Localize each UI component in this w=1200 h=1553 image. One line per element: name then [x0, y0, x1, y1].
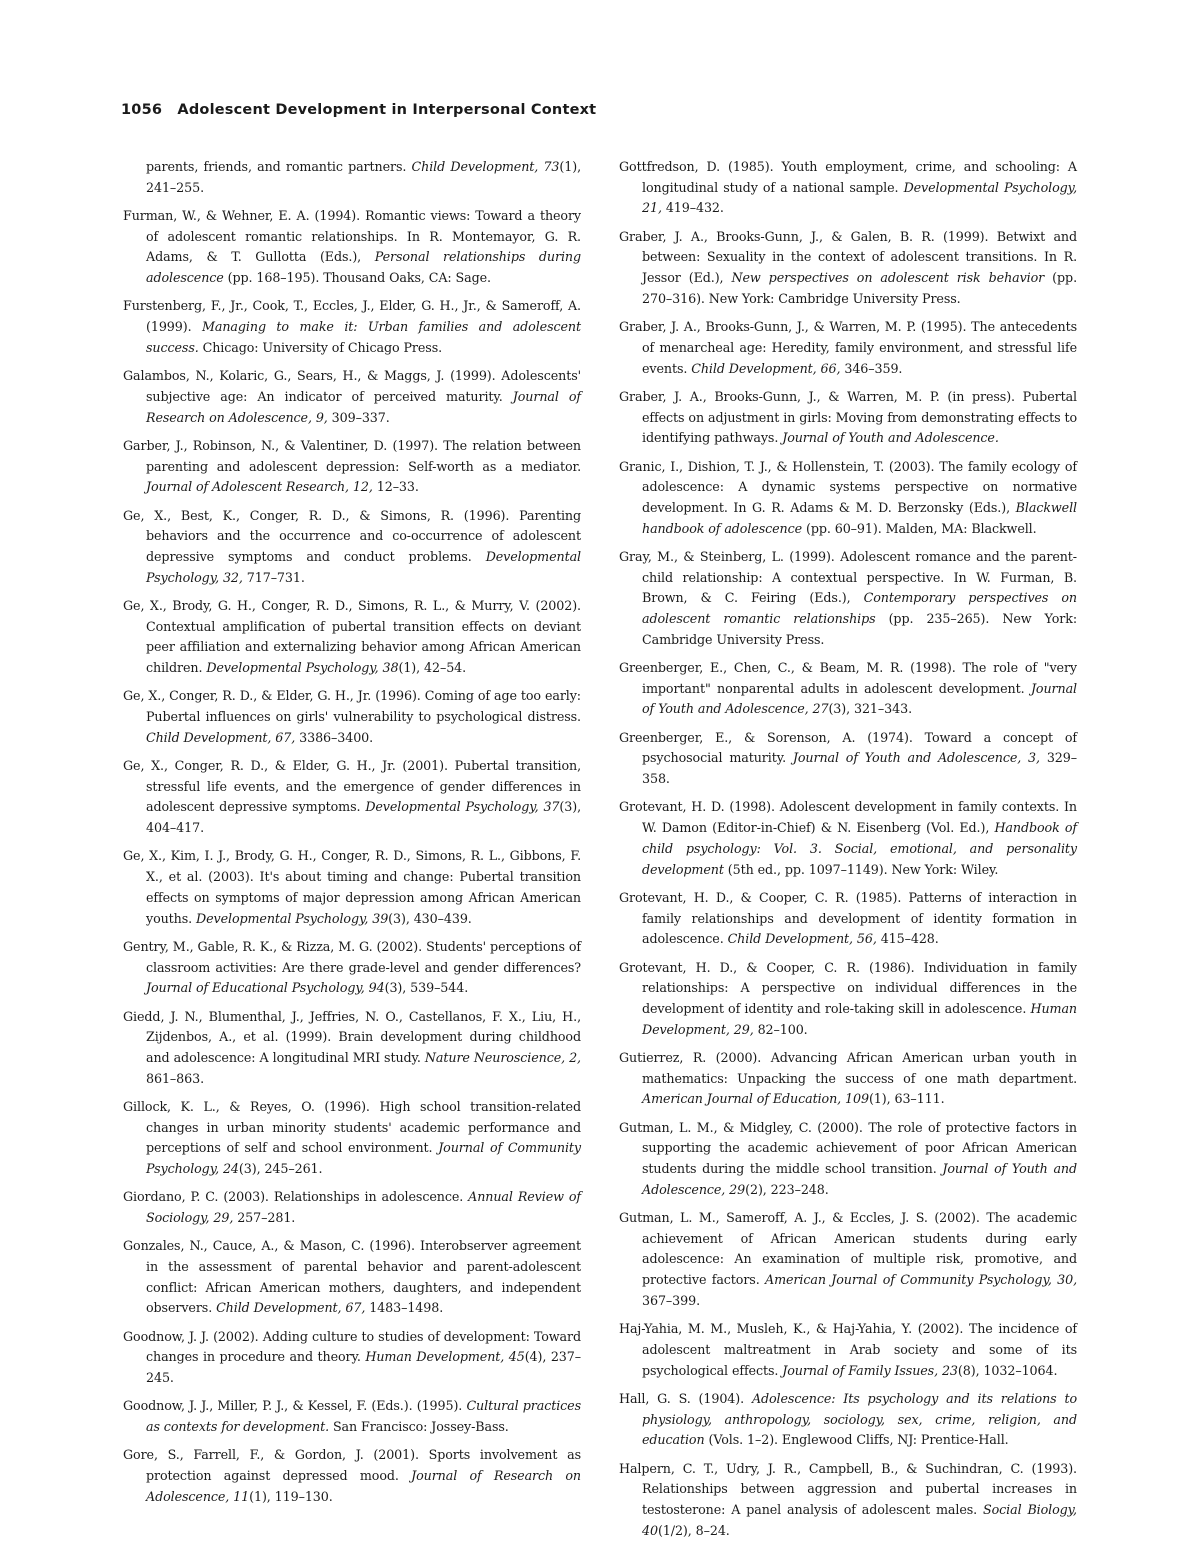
reference-source-title: Journal of Youth and Adolescence, 27 [642, 680, 1077, 717]
reference-entry [619, 317, 1077, 379]
reference-source-title: Journal of Community Psychology, 24 [146, 1140, 582, 1177]
reference-locator: (4), 237–245. [146, 1349, 581, 1386]
reference-source-title: Cultural practices as contexts for development. [146, 1398, 581, 1435]
reference-citation: Ge, X., Kim, I. J., Brody, G. H., Conger, R. D., Simons, R. L., Gibbons, F. X., et al. (2003). It's about timing and change: Pubertal transition effects on symptoms of major depression among African American youths. [123, 848, 581, 926]
reference-source-title: Developmental Psychology, 37 [365, 799, 560, 815]
reference-entry [123, 1396, 581, 1437]
reference-locator: 346–359. [840, 360, 903, 376]
reference-citation: Furman, W., & Wehner, E. A. (1994). Romantic views: Toward a theory of adolescent romantic relationships. In R. Montemayor, G. R. Adams, & T. Gullotta (Eds.), [123, 208, 581, 265]
reference-continuation [123, 157, 581, 198]
reference-entry [123, 846, 581, 929]
reference-citation: Graber, J. A., Brooks-Gunn, J., & Galen, B. R. (1999). Betwixt and between: Sexuality in the context of adolescent transitions. In R. Jessor (Ed.), [619, 228, 1077, 286]
reference-entry [123, 1236, 581, 1319]
reference-locator: (3), 404–417. [146, 799, 581, 836]
reference-entry [123, 686, 581, 748]
reference-citation: Hall, G. S. (1904). [619, 1390, 752, 1406]
reference-entry [123, 1097, 581, 1180]
reference-source-title: American Journal of Education, 109 [642, 1091, 869, 1107]
reference-source-title: Developmental Psychology, 38 [206, 660, 399, 676]
reference-entry [619, 1208, 1077, 1312]
reference-locator: Chicago: University of Chicago Press. [198, 339, 443, 355]
reference-citation: Gutman, L. M., & Midgley, C. (2000). The role of protective factors in supporting the academic achievement of poor African American students during the middle school transition. [619, 1119, 1077, 1177]
reference-locator: (pp. 60–91). Malden, MA: Blackwell. [802, 520, 1037, 536]
reference-locator: (pp. 270–316). New York: Cambridge University Press. [642, 270, 1077, 306]
reference-source-title: Blackwell handbook of adolescence [642, 499, 1077, 536]
reference-locator: 419–432. [661, 200, 724, 216]
reference-source-title: Child Development, 67, [216, 1300, 366, 1316]
reference-locator: 415–428. [876, 931, 939, 947]
reference-source-title: Journal of Research on Adolescence, 9, [146, 388, 581, 425]
reference-entry [123, 366, 581, 428]
reference-source-title: Journal of Youth and Adolescence. [782, 430, 999, 446]
reference-entry [123, 756, 581, 839]
reference-citation: Gillock, K. L., & Reyes, O. (1996). High school transition-related changes in urban minority students' academic performance and perceptions of self and school environment. [123, 1098, 581, 1156]
reference-entry [123, 937, 581, 999]
reference-source-title: Child Development, 67, [146, 729, 296, 745]
reference-source-title: Human Development, 45 [365, 1349, 525, 1365]
reference-citation: Gentry, M., Gable, R. K., & Rizza, M. G. (2002). Students' perceptions of classroom activities: Are there grade-level and gender differences? [123, 938, 581, 975]
reference-locator: 257–281. [233, 1210, 296, 1226]
reference-locator: (1), 119–130. [249, 1488, 333, 1504]
reference-source-title: American Journal of Community Psychology, 30, [765, 1272, 1078, 1288]
reference-citation: Ge, X., Conger, R. D., & Elder, G. H., Jr. (2001). Pubertal transition, stressful life events, and the emergence of gender differences in adolescent depressive symptoms. [123, 758, 581, 815]
reference-entry [123, 436, 581, 498]
reference-source-title: Social Biology, 40 [642, 1501, 1077, 1538]
reference-entry [123, 1327, 581, 1389]
reference-locator: 309–337. [327, 409, 390, 425]
reference-citation: Graber, J. A., Brooks-Gunn, J., & Warren, M. P. (1995). The antecedents of menarcheal age: Heredity, family environment, and stressful life events. [619, 319, 1077, 376]
reference-entry [619, 457, 1077, 540]
reference-entry [619, 1118, 1077, 1201]
reference-entry [123, 1187, 581, 1228]
reference-locator: 3386–3400. [295, 729, 374, 745]
reference-entry [619, 888, 1077, 950]
reference-locator: (3), 321–343. [828, 701, 913, 717]
reference-entry [619, 1389, 1077, 1451]
reference-entry [123, 296, 581, 358]
reference-locator: (pp. 168–195). Thousand Oaks, CA: Sage. [223, 270, 491, 286]
reference-locator: (1), 42–54. [398, 660, 467, 676]
reference-entry [619, 728, 1077, 790]
reference-locator: San Francisco: Jossey-Bass. [329, 1419, 509, 1435]
reference-source-title: Child Development, 56, [727, 931, 877, 947]
reference-citation: Gore, S., Farrell, F., & Gordon, J. (2001). Sports involvement as protection against depressed mood. [123, 1447, 581, 1484]
running-title: Adolescent Development in Interpersonal Context [177, 102, 597, 118]
reference-source-title: New perspectives on adolescent risk behavior [731, 270, 1045, 286]
reference-citation: Giordano, P. C. (2003). Relationships in adolescence. [123, 1189, 469, 1205]
reference-source-title: Personal relationships during adolescence [146, 249, 581, 286]
reference-citation: Furstenberg, F., Jr., Cook, T., Eccles, J., Elder, G. H., Jr., & Sameroff, A. (1999). [123, 298, 581, 335]
reference-locator: (1/2), 8–24. [657, 1522, 730, 1538]
reference-entry [123, 1007, 581, 1090]
reference-entry [619, 1048, 1077, 1110]
reference-citation: Gutman, L. M., Sameroff, A. J., & Eccles, J. S. (2002). The academic achievement of African American students during early adolescence: An examination of multiple risk, promotive, and protective factors. [619, 1210, 1077, 1288]
reference-citation: Garber, J., Robinson, N., & Valentiner, D. (1997). The relation between parenting and adolescent depression: Self-worth as a mediator. [123, 437, 581, 474]
reference-locator: 861–863. [146, 1070, 205, 1086]
reference-entry [619, 958, 1077, 1041]
reference-locator: (3), 245–261. [238, 1161, 323, 1177]
reference-locator: (2), 223–248. [745, 1181, 829, 1197]
reference-entry [123, 596, 581, 679]
reference-citation: Ge, X., Best, K., Conger, R. D., & Simons, R. (1996). Parenting behaviors and the occurrence and co-occurrence of adolescent depressive symptoms and conduct problems. [123, 507, 581, 564]
reference-locator: 717–731. [242, 569, 305, 585]
reference-source-title: Journal of Youth and Adolescence, 3, [792, 750, 1040, 766]
reference-locator: (5th ed., pp. 1097–1149). New York: Wiley. [723, 861, 999, 877]
reference-citation: Gutierrez, R. (2000). Advancing African American urban youth in mathematics: Unpacking the success of one math department. [619, 1049, 1077, 1086]
reference-citation: Ge, X., Brody, G. H., Conger, R. D., Simons, R. L., & Murry, V. (2002). Contextual amplification of pubertal transition effects on deviant peer affiliation and externalizing behavior among African American children. [123, 597, 581, 676]
reference-citation: Galambos, N., Kolaric, G., Sears, H., & Maggs, J. (1999). Adolescents' subjective age: An indicator of perceived maturity. [123, 368, 581, 404]
reference-source-title: Nature Neuroscience, 2, [424, 1049, 581, 1065]
reference-source-title: Developmental Psychology, 21, [642, 179, 1077, 216]
reference-citation: Granic, I., Dishion, T. J., & Hollenstein, T. (2003). The family ecology of adolescence: A dynamic systems perspective on normative development. In G. R. Adams & M. D. Berzonsky (Eds.), [619, 458, 1077, 515]
reference-entry [619, 387, 1077, 449]
reference-source-title: Journal of Research on Adolescence, 11 [146, 1468, 581, 1504]
reference-citation: Goodnow, J. J. (2002). Adding culture to studies of development: Toward changes in procedure and theory. [123, 1328, 581, 1365]
reference-source-title: Developmental Psychology, 32, [146, 548, 581, 585]
reference-locator: (1), 241–255. [146, 159, 582, 195]
reference-source-title: Managing to make it: Urban families and adolescent success. [146, 319, 581, 355]
running-header [121, 102, 596, 118]
reference-source-title: Child Development, 66, [691, 360, 841, 376]
reference-citation: Grotevant, H. D., & Cooper, C. R. (1986). Individuation in family relationships: A perspective on individual differences in the development of identity and role-taking skill in adolescence. [619, 959, 1077, 1016]
reference-entry [619, 1319, 1077, 1381]
reference-locator: (3), 430–439. [388, 910, 472, 926]
reference-citation: Halpern, C. T., Udry, J. R., Campbell, B., & Suchindran, C. (1993). Relationships between aggression and pubertal increases in testosterone: A panel analysis of adolescent males. [619, 1460, 1077, 1517]
reference-source-title: Developmental Psychology, 39 [196, 910, 389, 926]
reference-source-title: Contemporary perspectives on adolescent romantic relationships [642, 590, 1077, 627]
reference-source-title: Child Development, 73 [411, 159, 560, 174]
reference-entry [619, 797, 1077, 880]
reference-entry [619, 547, 1077, 651]
references-right-column [619, 157, 1077, 1549]
reference-source-title: Journal of Youth and Adolescence, 29 [642, 1161, 1078, 1197]
reference-citation: Greenberger, E., & Sorenson, A. (1974). Toward a concept of psychosocial maturity. [619, 729, 1077, 766]
reference-citation: Ge, X., Conger, R. D., & Elder, G. H., Jr. (1996). Coming of age too early: Pubertal influences on girls' vulnerability to psychological distress. [123, 688, 581, 725]
reference-source-title: Journal of Educational Psychology, 94 [146, 980, 385, 996]
reference-citation: Graber, J. A., Brooks-Gunn, J., & Warren, M. P. (in press). Pubertal effects on adjustment in girls: Moving from demonstrating effects to identifying pathways. [619, 388, 1077, 446]
reference-locator: 1483–1498. [365, 1300, 444, 1316]
reference-locator: (8), 1032–1064. [957, 1362, 1058, 1378]
reference-source-title: Adolescence: Its psychology and its relations to physiology, anthropology, sociology, sex, crime, religion, and education [642, 1390, 1077, 1448]
reference-locator: (3), 539–544. [384, 980, 469, 996]
reference-source-title: Annual Review of Sociology, 29, [146, 1189, 581, 1226]
reference-source-title: Journal of Adolescent Research, 12, [146, 479, 373, 495]
reference-entry [619, 658, 1077, 720]
reference-citation: Greenberger, E., Chen, C., & Beam, M. R. (1998). The role of "very important" nonparental adults in adolescent development. [619, 660, 1077, 696]
reference-locator: (1), 63–111. [868, 1091, 945, 1107]
reference-source-title: Journal of Family Issues, 23 [782, 1362, 958, 1378]
reference-citation: Giedd, J. N., Blumenthal, J., Jeffries, N. O., Castellanos, F. X., Liu, H., Zijdenbos, A., et al. (1999). Brain development during childhood and adolescence: A longitudinal MRI study. [123, 1008, 581, 1065]
reference-entry [123, 206, 581, 289]
reference-entry [619, 157, 1077, 219]
reference-citation: parents, friends, and romantic partners. [146, 159, 412, 174]
reference-citation: Grotevant, H. D., & Cooper, C. R. (1985). Patterns of interaction in family relationships and development of identity formation in adolescence. [619, 889, 1077, 947]
reference-source-title: Human Development, 29, [642, 1000, 1077, 1037]
page-number: 1056 [121, 102, 163, 118]
reference-locator: (Vols. 1–2). Englewood Cliffs, NJ: Prentice-Hall. [704, 1432, 1009, 1448]
reference-locator: (pp. 235–265). New York: Cambridge University Press. [642, 611, 1078, 647]
reference-locator: 12–33. [372, 479, 419, 495]
reference-locator: 329–358. [642, 750, 1077, 787]
reference-citation: Gray, M., & Steinberg, L. (1999). Adolescent romance and the parent-child relationship: A contextual perspective. In W. Furman, B. Brown, & C. Feiring (Eds.), [619, 548, 1077, 606]
reference-citation: Grotevant, H. D. (1998). Adolescent development in family contexts. In W. Damon (Editor-in-Chief) & N. Eisenberg (Vol. Ed.), [619, 799, 1077, 836]
reference-citation: Gottfredson, D. (1985). Youth employment, crime, and schooling: A longitudinal study of a national sample. [619, 159, 1077, 195]
references-left-column [123, 157, 581, 1515]
reference-locator: 82–100. [753, 1021, 808, 1037]
reference-citation: Gonzales, N., Cauce, A., & Mason, C. (1996). Interobserver agreement in the assessment of parental behavior and parent-adolescent conflict: African American mothers, daughters, and independent observers. [123, 1238, 581, 1316]
reference-entry [123, 1445, 581, 1507]
reference-entry [619, 1459, 1077, 1542]
reference-citation: Haj-Yahia, M. M., Musleh, K., & Haj-Yahia, Y. (2002). The incidence of adolescent maltreatment in Arab society and some of its psychological effects. [619, 1321, 1077, 1378]
reference-citation: Goodnow, J. J., Miller, P. J., & Kessel, F. (Eds.). (1995). [123, 1398, 467, 1414]
reference-entry [619, 227, 1077, 310]
reference-entry [123, 506, 581, 589]
reference-locator: 367–399. [642, 1292, 701, 1308]
reference-source-title: Handbook of child psychology: Vol. 3. Social, emotional, and personality development [642, 820, 1078, 877]
